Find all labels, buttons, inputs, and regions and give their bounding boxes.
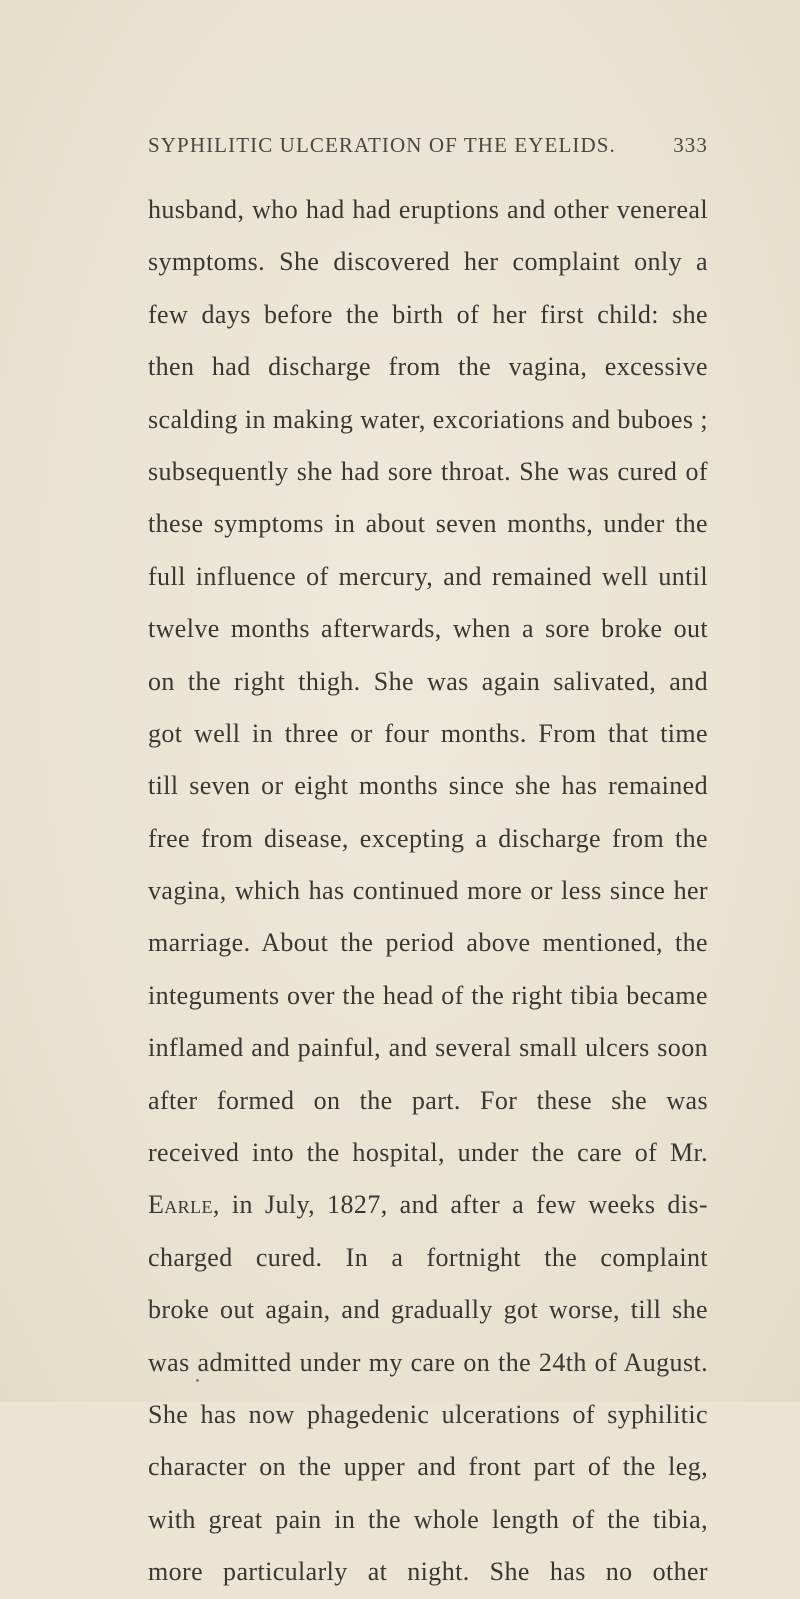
text-line: scalding in making water, excoriations and buboes ; [148, 404, 708, 434]
text-line: after formed on the part. For these she was [148, 1085, 708, 1115]
surname-earle: Earle [148, 1190, 213, 1220]
text-line-rest: , in July, 1827, and after a few weeks dis- [212, 1190, 708, 1220]
text-line: till seven or eight months since she has remained [148, 771, 708, 801]
paper-speck [196, 1379, 199, 1382]
text-line: inflamed and painful, and several small ulcers soon [148, 1033, 708, 1063]
text-line [148, 1179, 708, 1231]
text-line: vagina, which has continued more or less since her [148, 876, 708, 906]
text-line: few days before the birth of her first child: she [148, 299, 708, 329]
text-line: then had discharge from the vagina, excessive [148, 352, 708, 382]
text-line: integuments over the head of the right tibia became [148, 980, 708, 1010]
text-line: character on the upper and front part of the leg, [148, 1452, 708, 1482]
text-line: charged cured. In a fortnight the complaint [148, 1242, 708, 1272]
running-head-title: SYPHILITIC ULCERATION OF THE EYELIDS. [148, 133, 616, 157]
text-line: subsequently she had sore throat. She was cured of [148, 456, 708, 486]
text-line: was admitted under my care on the 24th of August. [148, 1347, 708, 1377]
body-text [148, 184, 708, 1599]
page-number: 333 [673, 133, 708, 157]
text-line: these symptoms in about seven months, under the [148, 509, 708, 539]
text-line: broke out again, and gradually got worse, till she [148, 1295, 708, 1325]
text-line: got well in three or four months. From that time [148, 718, 708, 748]
text-line: on the right thigh. She was again salivated, and [148, 666, 708, 696]
text-line: husband, who had had eruptions and other venereal [148, 195, 708, 224]
text-line: symptoms. She discovered her complaint only a [148, 247, 708, 277]
text-line: full influence of mercury, and remained well until [148, 561, 708, 591]
text-line: received into the hospital, under the care of Mr. [148, 1138, 708, 1168]
running-head [148, 133, 708, 173]
text-line: with great pain in the whole length of the tibia, [148, 1504, 708, 1534]
text-line: She has now phagedenic ulcerations of syphilitic [148, 1399, 708, 1429]
text-line: more particularly at night. She has no other [148, 1557, 708, 1587]
text-line: twelve months afterwards, when a sore broke out [148, 614, 708, 644]
text-line: free from disease, excepting a discharge from the [148, 823, 708, 853]
text-line: marriage. About the period above mentioned, the [148, 928, 708, 958]
